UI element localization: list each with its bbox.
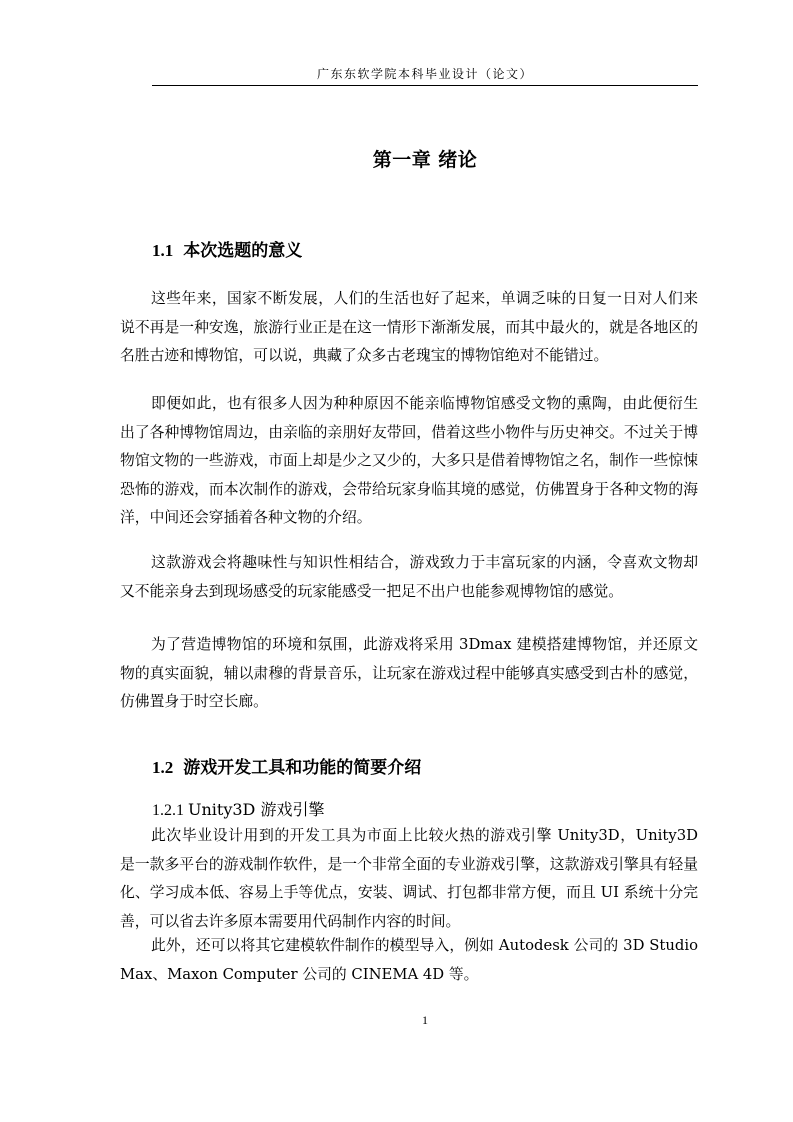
chapter-title: 第一章 绪论 bbox=[372, 149, 478, 171]
section-number: 1.2 bbox=[152, 758, 174, 777]
page-header bbox=[152, 58, 698, 86]
paragraph: 为了营造博物馆的环境和氛围，此游戏将采用 3Dmax 建模搭建博物馆，并还原文物的真实面貌，辅以肃穆的背景音乐，让玩家在游戏过程中能够真实感受到古朴的感觉，仿佛置身于时空长廊。 bbox=[120, 636, 698, 711]
subsection-heading: Unity3D 游戏引擎 bbox=[188, 800, 325, 819]
page-number: 1 bbox=[422, 1013, 428, 1027]
section-title-1-1 bbox=[152, 238, 698, 264]
paragraph: 此次毕业设计用到的开发工具为市面上比较火热的游戏引擎 Unity3D，Unity3D 是一款多平台的游戏制作软件，是一个非常全面的专业游戏引擎，这款游戏引擎具有轻量化、学习成本低、容易上手等优点，安装、调试、打包都非常方便，而且 UI 系统十分完善，可以省去许多原本需要用代码制作内容的时间。 bbox=[120, 827, 698, 930]
header-text: 广东东软学院本科毕业设计（论文） bbox=[316, 67, 533, 81]
paragraph: 此外，还可以将其它建模软件制作的模型导入，例如 Autodesk 公司的 3D Studio Max、Maxon Computer 公司的 CINEMA 4D 等。 bbox=[120, 937, 698, 983]
section-heading: 游戏开发工具和功能的简要介绍 bbox=[183, 758, 422, 778]
subsection-title-1-2-1 bbox=[152, 798, 698, 823]
paragraph: 这款游戏会将趣味性与知识性相结合，游戏致力于丰富玩家的内涵，令喜欢文物却又不能亲身去到现场感受的玩家能感受一把足不出户也能参观博物馆的感觉。 bbox=[120, 554, 698, 600]
paragraph: 即便如此，也有很多人因为种种原因不能亲临博物馆感受文物的熏陶，由此便衍生出了各种博物馆周边，由亲临的亲朋好友带回，借着这些小物件与历史神交。不过关于博物馆文物的一些游戏，市面上却是少之又少的，大多只是借着博物馆之名，制作一些惊悚恐怖的游戏，而本次制作的游戏，会带给玩家身临其境的感觉，仿佛置身于各种文物的海洋，中间还会穿插着各种文物的介绍。 bbox=[120, 395, 698, 527]
subsection-number: 1.2.1 bbox=[152, 802, 184, 819]
paragraph: 这些年来，国家不断发展，人们的生活也好了起来，单调乏味的日复一日对人们来说不再是一种安逸，旅游行业正是在这一情形下渐渐发展，而其中最火的，就是各地区的名胜古迹和博物馆，可以说，典藏了众多古老瑰宝的博物馆绝对不能错过。 bbox=[120, 290, 698, 365]
section-number: 1.1 bbox=[152, 241, 174, 260]
section-title-1-2 bbox=[152, 755, 698, 781]
section-heading: 本次选题的意义 bbox=[183, 241, 303, 261]
